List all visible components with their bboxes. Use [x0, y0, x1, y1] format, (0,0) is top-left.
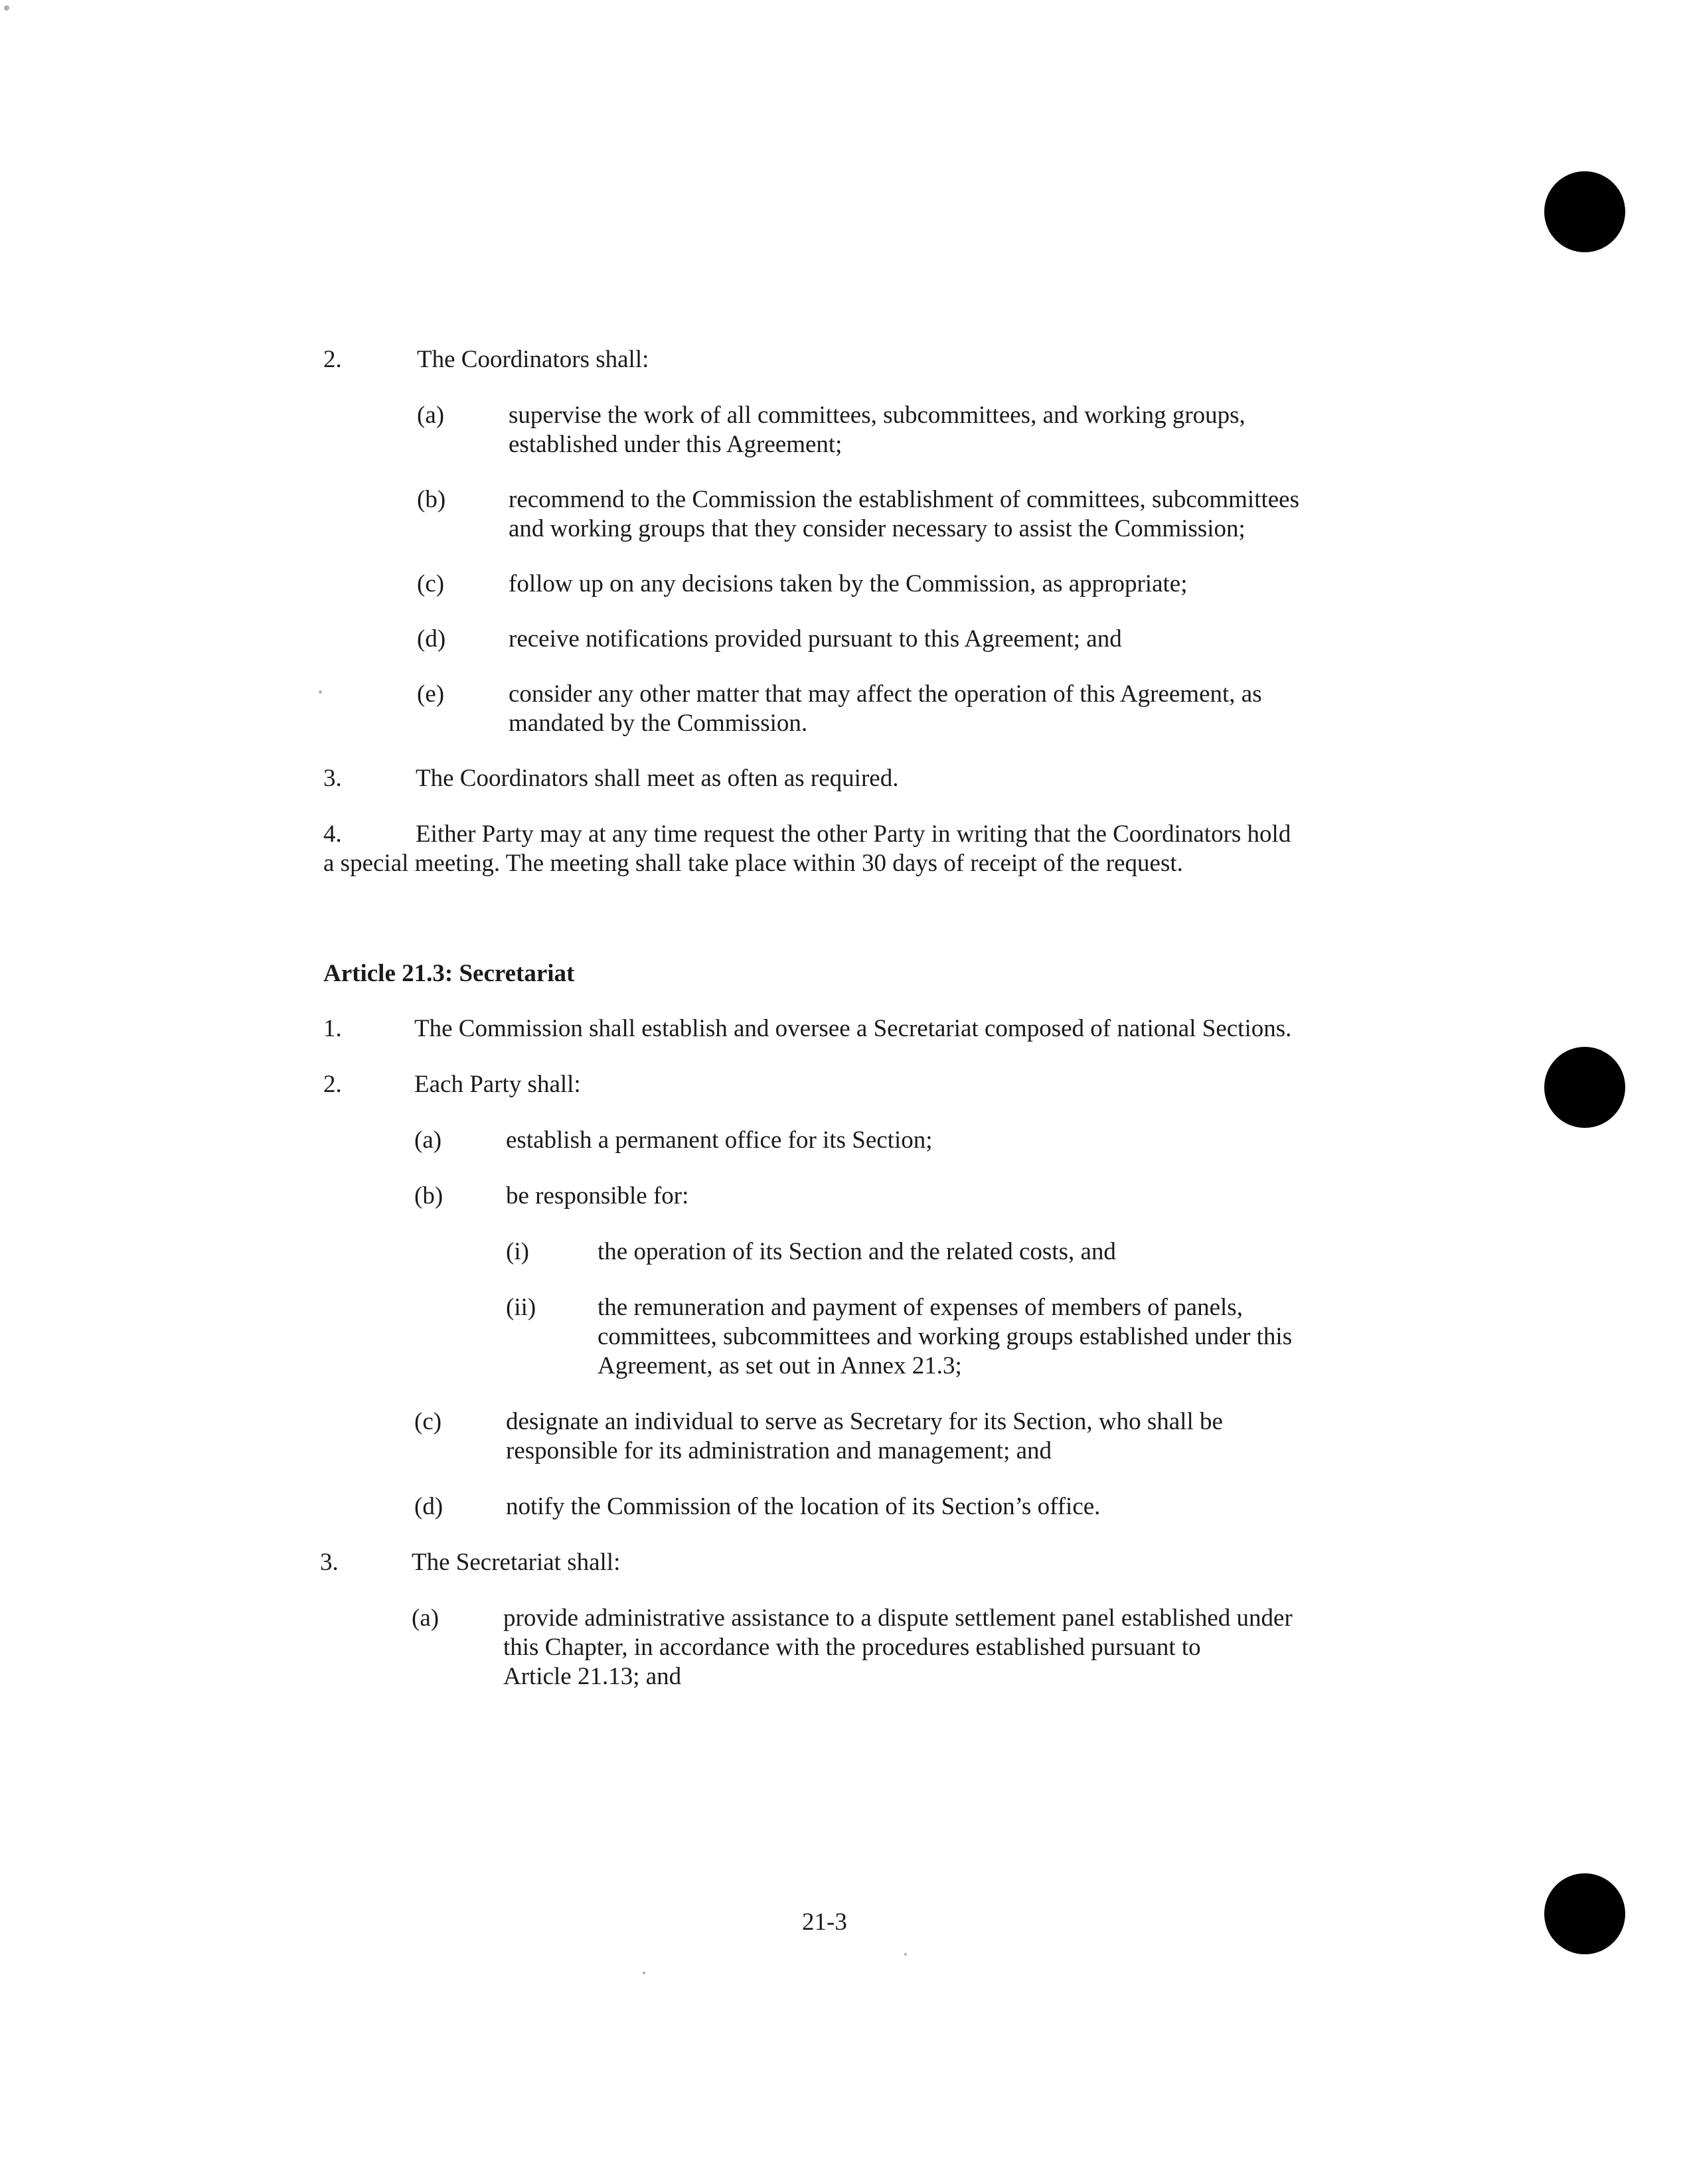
subitem-label: (ii): [506, 1294, 536, 1321]
item-text: this Chapter, in accordance with the procedures established pursuant to: [503, 1634, 1201, 1661]
item-text: notify the Commission of the location of its Section’s office.: [506, 1493, 1101, 1520]
page-number: 21-3: [802, 1909, 847, 1936]
item-text: mandated by the Commission.: [509, 710, 808, 737]
item-label: (e): [417, 680, 445, 708]
item-text: supervise the work of all committees, subcommittees, and working groups,: [509, 402, 1245, 429]
subitem-text: Agreement, as set out in Annex 21.3;: [598, 1352, 962, 1379]
scan-speck: [643, 1972, 645, 1974]
item-text: provide administrative assistance to a dispute settlement panel established under: [503, 1604, 1293, 1632]
item-text: responsible for its administration and management; and: [506, 1437, 1052, 1464]
item-text: and working groups that they consider necessary to assist the Commission;: [509, 515, 1245, 542]
item-text: designate an individual to serve as Secretary for its Section, who shall be: [506, 1408, 1223, 1435]
item-label: (a): [412, 1604, 440, 1632]
item-label: (a): [414, 1127, 442, 1154]
paragraph-number: 1.: [323, 1015, 342, 1042]
paragraph-text: The Secretariat shall:: [412, 1549, 621, 1576]
item-label: (b): [417, 486, 446, 513]
item-label: (d): [417, 625, 446, 653]
item-text: follow up on any decisions taken by the Commission, as appropriate;: [509, 570, 1188, 597]
subitem-label: (i): [506, 1238, 529, 1265]
scan-speck: [319, 690, 322, 694]
item-text: receive notifications provided pursuant to this Agreement; and: [509, 625, 1122, 653]
paragraph-text: The Coordinators shall:: [417, 346, 649, 373]
item-label: (a): [417, 402, 445, 429]
paragraph-number: 2.: [323, 1071, 342, 1098]
item-text: recommend to the Commission the establishment of committees, subcommittees: [509, 486, 1299, 513]
article-heading: Article 21.3: Secretariat: [323, 960, 575, 987]
item-label: (d): [414, 1493, 443, 1520]
paragraph-number: 4.: [323, 820, 342, 848]
scan-speck: [4, 5, 9, 11]
paragraph-number: 2.: [323, 346, 342, 373]
punch-hole: [1544, 1873, 1625, 1954]
item-text: be responsible for:: [506, 1182, 689, 1209]
item-label: (b): [414, 1182, 443, 1209]
punch-hole: [1544, 1047, 1625, 1128]
subitem-text: committees, subcommittees and working groups established under this: [598, 1323, 1293, 1350]
scan-speck: [904, 1953, 907, 1956]
paragraph-text: Either Party may at any time request the other Party in writing that the Coordinators hold: [416, 820, 1291, 848]
item-label: (c): [414, 1408, 442, 1435]
paragraph-text: The Coordinators shall meet as often as required.: [416, 765, 899, 792]
item-text: established under this Agreement;: [509, 431, 842, 458]
subitem-text: the remuneration and payment of expenses of members of panels,: [598, 1294, 1243, 1321]
paragraph-text: Each Party shall:: [414, 1071, 581, 1098]
paragraph-text: a special meeting. The meeting shall take place within 30 days of receipt of the request.: [323, 850, 1183, 877]
punch-hole: [1544, 171, 1625, 252]
paragraph-number: 3.: [320, 1549, 339, 1576]
item-text: Article 21.13; and: [503, 1663, 682, 1690]
item-text: consider any other matter that may affect the operation of this Agreement, as: [509, 680, 1262, 708]
paragraph-text: The Commission shall establish and oversee a Secretariat composed of national Sections.: [414, 1015, 1292, 1042]
item-label: (c): [417, 570, 445, 597]
subitem-text: the operation of its Section and the related costs, and: [598, 1238, 1116, 1265]
item-text: establish a permanent office for its Section;: [506, 1127, 933, 1154]
paragraph-number: 3.: [323, 765, 342, 792]
